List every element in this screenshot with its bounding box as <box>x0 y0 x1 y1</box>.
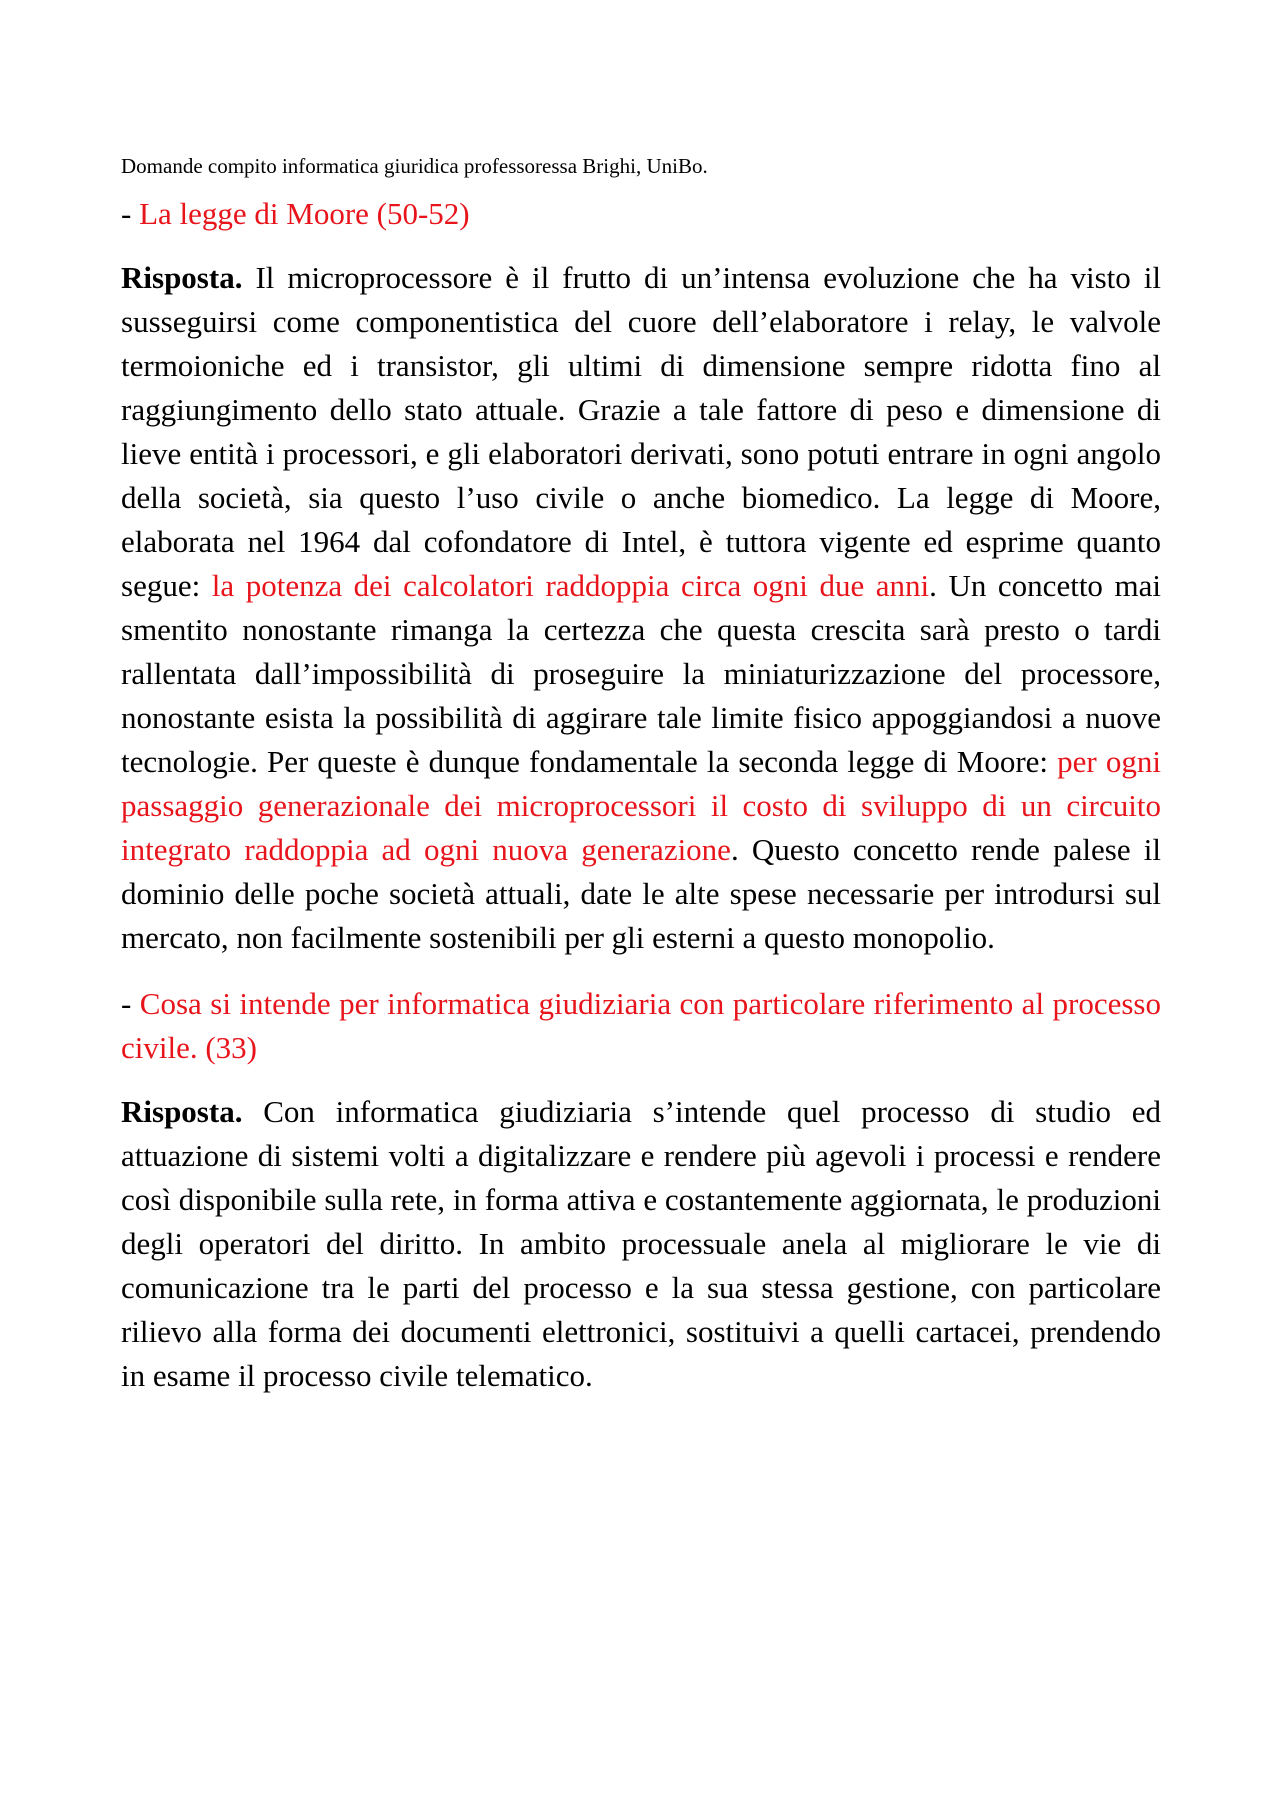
answer-text: . Questo concetto rende palese il dominio delle poche società attuali, date le alte spese necessarie per introdursi sul mercato, non facilmente sostenibili per gli esterni a questo monopolio. <box>121 832 1161 955</box>
answer-moore-law <box>121 256 1161 960</box>
answer-informatica-giudiziaria <box>121 1090 1161 1398</box>
question-dash: - <box>121 196 140 231</box>
answer-highlight: per ogni passaggio generazionale dei microprocessori il costo di sviluppo di un circuito integrato raddoppia ad ogni nuova generazione <box>121 744 1161 867</box>
answer-text: Con informatica giudiziaria s’intende quel processo di studio ed attuazione di sistemi volti a digitalizzare e rendere più agevoli i processi e rendere così disponibile sulla rete, in forma attiva e costantemente aggiornata, le produzioni degli operatori del diritto. In ambito processuale anela al migliorare le vie di comunicazione tra le parti del processo e la sua stessa gestione, con particolare rilievo alla forma dei documenti elettronici, sostituivi a quelli cartacei, prendendo in esame il processo civile telematico. <box>121 1094 1161 1393</box>
answer-text: . Un concetto mai smentito nonostante rimanga la certezza che questa crescita sarà presto o tardi rallentata dall’impossibilità di proseguire la miniaturizzazione del processore, nonostante esista la possibilità di aggirare tale limite fisico appoggiandosi a nuove tecnologie. Per queste è dunque fondamentale la seconda legge di Moore: <box>121 568 1161 779</box>
answer-label: Risposta. <box>121 260 243 295</box>
answer-highlight: la potenza dei calcolatori raddoppia circa ogni due anni <box>211 568 930 603</box>
question-text: La legge di Moore (50-52) <box>139 196 470 231</box>
question-informatica-giudiziaria <box>121 982 1161 1070</box>
question-moore-law <box>121 192 1161 236</box>
document-page <box>121 150 1161 1420</box>
document-header: Domande compito informatica giuridica professoressa Brighi, UniBo. <box>121 154 708 178</box>
question-dash: - <box>121 986 140 1021</box>
question-text: Cosa si intende per informatica giudiziaria con particolare riferimento al processo civile. (33) <box>121 986 1161 1065</box>
answer-text: Il microprocessore è il frutto di un’intensa evoluzione che ha visto il susseguirsi come componentistica del cuore dell’elaboratore i relay, le valvole termoioniche ed i transistor, gli ultimi di dimensione sempre ridotta fino al raggiungimento dello stato attuale. Grazie a tale fattore di peso e dimensione di lieve entità i processori, e gli elaboratori derivati, sono potuti entrare in ogni angolo della società, sia questo l’uso civile o anche biomedico. La legge di Moore, elaborata nel 1964 dal cofondatore di Intel, è tuttora vigente ed esprime quanto segue: <box>121 260 1161 603</box>
answer-label: Risposta. <box>121 1094 243 1129</box>
